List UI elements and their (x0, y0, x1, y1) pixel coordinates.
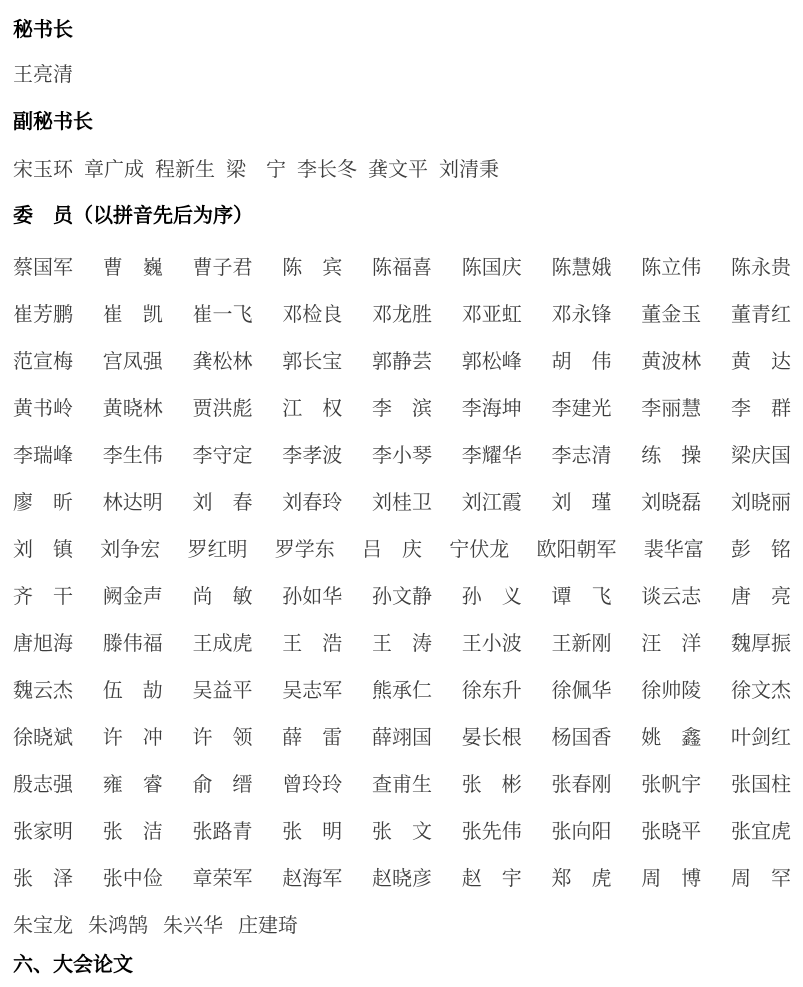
member-name: 张晓平 (641, 821, 702, 843)
member-name: 张 文 (372, 821, 432, 843)
member-name: 李 群 (731, 398, 791, 420)
member-name: 王 涛 (372, 633, 432, 655)
member-name: 吴志军 (282, 680, 343, 702)
member-name: 廖 昕 (13, 492, 73, 514)
members-list (13, 257, 791, 938)
member-name: 彭 铭 (731, 539, 791, 561)
member-name: 徐帅陵 (641, 680, 702, 702)
member-row (13, 915, 791, 938)
member-name: 朱宝龙 (13, 915, 73, 937)
member-name: 刘 春 (192, 492, 253, 514)
member-name: 张中俭 (102, 868, 163, 890)
member-name: 庄建琦 (238, 915, 298, 937)
member-name: 胡 伟 (551, 351, 612, 373)
deputy-name: 李长冬 (297, 159, 357, 181)
member-name: 蔡国军 (13, 257, 73, 279)
member-name: 赵晓彦 (372, 868, 432, 890)
member-row (13, 304, 791, 327)
member-name: 徐晓斌 (13, 727, 73, 749)
member-name: 雍 睿 (102, 774, 163, 796)
member-name: 崔 凯 (102, 304, 163, 326)
member-name: 李生伟 (102, 445, 163, 467)
member-name: 陈永贵 (731, 257, 791, 279)
deputy-name: 宋玉环 (13, 159, 73, 181)
member-row (13, 774, 791, 797)
member-row (13, 398, 791, 421)
member-name: 李耀华 (461, 445, 522, 467)
member-name: 曹子君 (192, 257, 253, 279)
member-name: 曹 巍 (102, 257, 163, 279)
member-name: 刘晓丽 (731, 492, 791, 514)
member-name: 张先伟 (461, 821, 522, 843)
member-row (13, 868, 791, 891)
member-name: 刘 瑾 (551, 492, 612, 514)
heading-members: 委 员（以拼音先后为序） (13, 205, 253, 227)
member-name: 齐 干 (13, 586, 73, 608)
member-name: 王成虎 (192, 633, 253, 655)
member-name: 张路青 (192, 821, 253, 843)
member-name: 俞 缙 (192, 774, 253, 796)
member-name: 王新刚 (551, 633, 612, 655)
deputy-name: 章广成 (84, 159, 144, 181)
member-row (13, 539, 791, 562)
member-name: 李建光 (551, 398, 612, 420)
member-name: 王小波 (461, 633, 522, 655)
member-name: 赵 宇 (461, 868, 522, 890)
member-name: 李瑞峰 (13, 445, 73, 467)
member-name: 唐 亮 (731, 586, 791, 608)
member-row (13, 821, 791, 844)
member-name: 罗红明 (187, 539, 248, 561)
member-name: 伍 劼 (102, 680, 163, 702)
member-name: 徐文杰 (731, 680, 791, 702)
member-name: 张国柱 (731, 774, 791, 796)
member-name: 周 博 (641, 868, 702, 890)
member-name: 张家明 (13, 821, 73, 843)
member-name: 曾玲玲 (282, 774, 343, 796)
member-name: 董金玉 (641, 304, 702, 326)
member-name: 陈慧娥 (551, 257, 612, 279)
member-name: 张春刚 (551, 774, 612, 796)
member-name: 许 冲 (102, 727, 163, 749)
member-name: 郑 虎 (551, 868, 612, 890)
member-name: 张 明 (282, 821, 343, 843)
deputy-name: 梁 宁 (226, 159, 286, 181)
member-name: 张宜虎 (731, 821, 791, 843)
member-name: 黄晓林 (102, 398, 163, 420)
member-name: 叶剑红 (731, 727, 791, 749)
member-name: 杨国香 (551, 727, 612, 749)
heading-secretary-general: 秘书长 (13, 19, 73, 41)
member-name: 李 滨 (372, 398, 432, 420)
member-name: 章荣军 (192, 868, 253, 890)
member-name: 孙如华 (282, 586, 343, 608)
member-name: 吕 庆 (362, 539, 422, 561)
member-row (13, 680, 791, 703)
member-row (13, 445, 791, 468)
member-name: 郭松峰 (461, 351, 522, 373)
member-name: 黄书岭 (13, 398, 73, 420)
member-name: 裴华富 (643, 539, 704, 561)
member-name: 陈国庆 (461, 257, 522, 279)
member-name: 刘春玲 (282, 492, 343, 514)
member-name: 邓亚虹 (461, 304, 522, 326)
member-name: 刘晓磊 (641, 492, 702, 514)
member-name: 魏厚振 (731, 633, 791, 655)
member-name: 朱兴华 (163, 915, 223, 937)
member-name: 罗学东 (274, 539, 335, 561)
member-name: 邓检良 (282, 304, 343, 326)
member-name: 刘桂卫 (372, 492, 432, 514)
member-name: 李海坤 (461, 398, 522, 420)
member-name: 薛翊国 (372, 727, 432, 749)
member-name: 朱鸿鹄 (88, 915, 148, 937)
member-name: 范宣梅 (13, 351, 73, 373)
member-row (13, 351, 791, 374)
member-name: 孙文静 (372, 586, 432, 608)
member-name: 陈 宾 (282, 257, 343, 279)
member-name: 欧阳朝军 (536, 539, 617, 561)
member-name: 张 洁 (102, 821, 163, 843)
member-name: 李丽慧 (641, 398, 702, 420)
member-name: 李孝波 (282, 445, 343, 467)
heading-deputy-secretary-general: 副秘书长 (13, 111, 93, 133)
member-name: 董青红 (731, 304, 791, 326)
member-name: 姚 鑫 (641, 727, 702, 749)
member-name: 郭长宝 (282, 351, 343, 373)
deputy-name: 龚文平 (368, 159, 428, 181)
member-name: 谭 飞 (551, 586, 612, 608)
member-name: 徐佩华 (551, 680, 612, 702)
member-name: 邓龙胜 (372, 304, 432, 326)
member-name: 练 操 (641, 445, 702, 467)
member-name: 周 罕 (731, 868, 791, 890)
heading-conference-papers: 六、大会论文 (13, 954, 133, 976)
member-name: 李志清 (551, 445, 612, 467)
member-name: 梁庆国 (731, 445, 791, 467)
member-name: 林达明 (102, 492, 163, 514)
member-name: 吴益平 (192, 680, 253, 702)
deputy-name: 程新生 (155, 159, 215, 181)
member-name: 查甫生 (372, 774, 432, 796)
member-row (13, 257, 791, 280)
member-name: 陈立伟 (641, 257, 702, 279)
member-name: 张 彬 (461, 774, 522, 796)
member-name: 魏云杰 (13, 680, 73, 702)
member-name: 李守定 (192, 445, 253, 467)
member-name: 刘争宏 (100, 539, 161, 561)
member-name: 崔一飞 (192, 304, 253, 326)
member-name: 滕伟福 (102, 633, 163, 655)
member-name: 江 权 (282, 398, 343, 420)
member-name: 李小琴 (372, 445, 432, 467)
deputy-name: 刘清秉 (439, 159, 499, 181)
member-name: 殷志强 (13, 774, 73, 796)
member-name: 宫凤强 (102, 351, 163, 373)
member-name: 谈云志 (641, 586, 702, 608)
member-name: 黄 达 (731, 351, 791, 373)
member-name: 尚 敏 (192, 586, 253, 608)
member-name: 贾洪彪 (192, 398, 253, 420)
member-name: 张向阳 (551, 821, 612, 843)
member-name: 阙金声 (102, 586, 163, 608)
member-name: 宁伏龙 (449, 539, 510, 561)
member-name: 陈福喜 (372, 257, 432, 279)
member-row (13, 492, 791, 515)
member-name: 徐东升 (461, 680, 522, 702)
member-name: 晏长根 (461, 727, 522, 749)
deputy-secretary-general-names (13, 159, 791, 182)
member-name: 崔芳鹏 (13, 304, 73, 326)
member-name: 刘江霞 (461, 492, 522, 514)
member-name: 赵海军 (282, 868, 343, 890)
member-name: 刘 镇 (13, 539, 73, 561)
member-row (13, 633, 791, 656)
member-name: 许 领 (192, 727, 253, 749)
member-name: 张帆宇 (641, 774, 702, 796)
member-name: 汪 洋 (641, 633, 702, 655)
member-name: 龚松林 (192, 351, 253, 373)
member-name: 黄波林 (641, 351, 702, 373)
member-name: 唐旭海 (13, 633, 73, 655)
member-name: 孙 义 (461, 586, 522, 608)
member-name: 熊承仁 (372, 680, 432, 702)
member-name: 邓永锋 (551, 304, 612, 326)
secretary-general-name: 王亮清 (13, 64, 73, 86)
member-name: 郭静芸 (372, 351, 432, 373)
member-name: 王 浩 (282, 633, 343, 655)
member-row (13, 586, 791, 609)
member-name: 张 泽 (13, 868, 73, 890)
member-name: 薛 雷 (282, 727, 343, 749)
member-row (13, 727, 791, 750)
